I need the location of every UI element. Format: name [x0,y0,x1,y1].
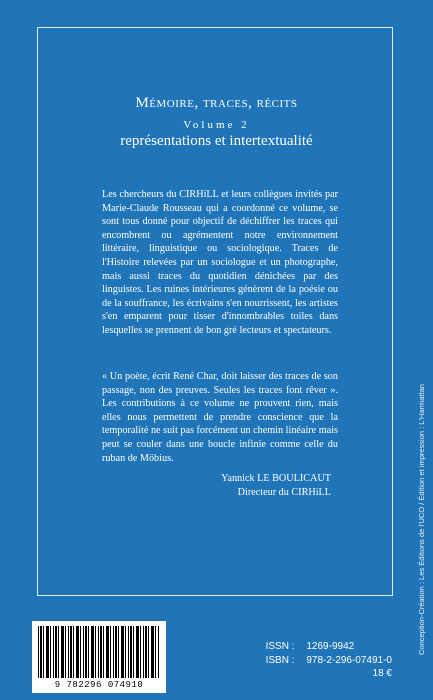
book-title: Mémoire, traces, récits [135,95,298,111]
issn-line [266,640,392,654]
side-credit: Conception-Création : Les Éditions de l'UCO / Édition et impression : L'Harmattan [417,384,426,655]
signature [221,472,331,499]
barcode-panel [32,621,166,693]
signature-name: Yannick LE BOULICAUT [221,473,331,484]
identifiers [266,640,392,668]
isbn-line [266,654,392,668]
isbn-label: ISBN : [265,655,295,666]
signature-role: Directeur du CIRHiLL [237,486,331,498]
summary-paragraph: Les chercheurs du CIRHiLL et leurs collègues invités par Marie-Claude Rousseau qui a coordonné ce volume, se sont tous donné pour objectif de déchiffrer les traces qui encombrent ou agrémentent notre environnement littéraire, linguistique ou sociologique. Traces de l'Histoire relevées par un sociologue et un photographe, mais aussi traces du quotidien dénichées par des linguistes. Les ruines intérieures génèrent de la poésie ou de la souffrance, les écrivains s'en nourrissent, les artistes s'en emparent pour tisser d'innombrables toiles dans lesquelles se prennent de bon gré lecteurs et spectateurs. [102,189,338,336]
barcode-number: 9 782296 074910 [54,680,144,690]
issn-label: ISSN : [265,641,295,652]
isbn-value: 978-2-296-07491-0 [306,655,392,666]
quote-paragraph: « Un poète, écrit René Char, doit laisser des traces de son passage, non des preuves. Seules les traces font rêver ». Les contributions à ce volume ne prouvent rien, mais elles nous permettent de prendre conscience que la temporalité ne suit pas forcément un chemin linéaire mais peut se couler dans une boucle infinie comme celle du ruban de Möbius. [102,371,338,464]
volume-label: Volume 2 [183,119,250,131]
price: 18 € [372,668,392,679]
barcode-icon [38,626,160,678]
book-subtitle: représentations et intertextualité [120,133,313,149]
issn-value: 1269-9942 [306,641,355,652]
